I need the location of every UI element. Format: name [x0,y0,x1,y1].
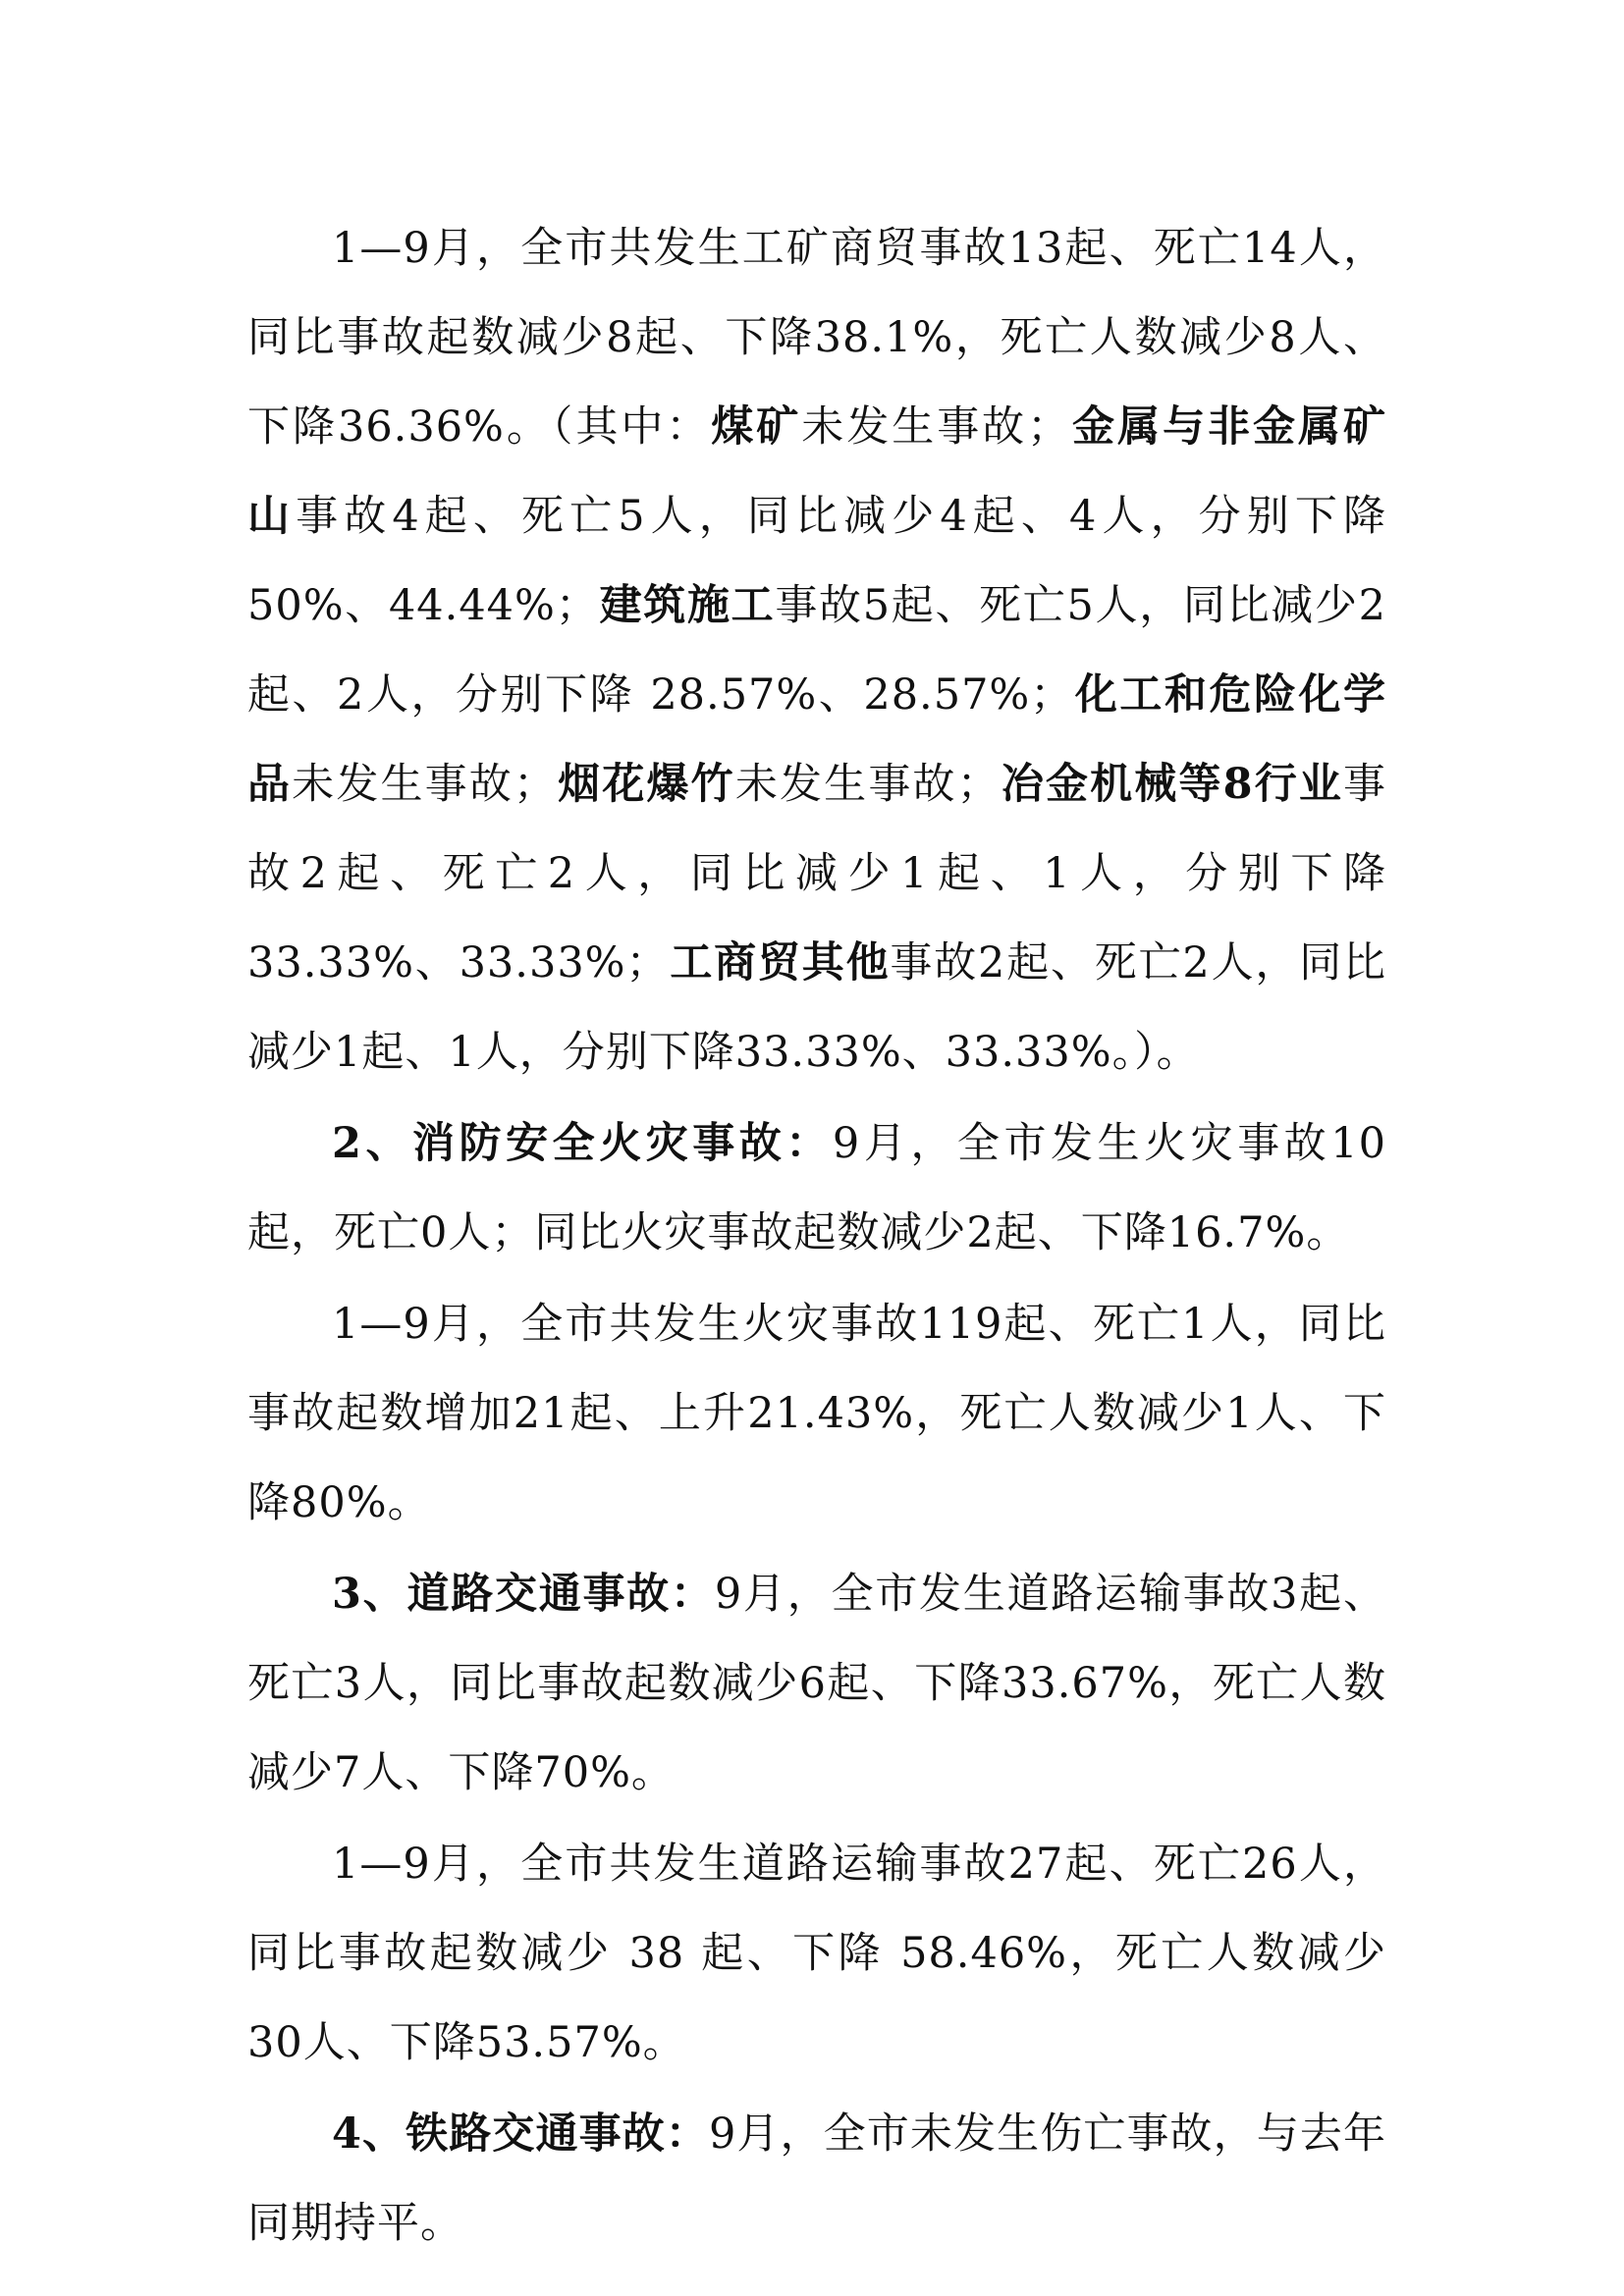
text-span: 未发生事故； [292,760,557,809]
category-chemicals: 化工和危险化学品 [247,670,1386,809]
category-coal-mine: 煤矿 [711,402,802,452]
text-span: 9月，全市未发生伤亡事故，与去年同期持平。 [247,2109,1387,2248]
paragraph-railway-accidents-month [247,2090,1386,2269]
text-span: 1—9月，全市共发生火灾事故119起、死亡1人，同比事故起数增加21起、上升21.43%，死亡人数减少1人、下降80%。 [247,1300,1386,1527]
text-span: 9月，全市发生火灾事故10起，死亡0人；同比火灾事故起数减少2起、下降16.7%。 [247,1119,1386,1257]
category-metallurgy-machinery: 冶金机械等8行业 [1000,760,1344,809]
category-construction: 建筑施工 [598,581,776,630]
paragraph-industrial-accidents-ytd [247,204,1386,1097]
text-span: 9月，全市发生道路运输事故3起、死亡3人，同比事故起数减少6起、下降33.67%，死亡人数减少7人、下降70%。 [247,1570,1387,1797]
section-heading-railway-traffic: 4、铁路交通事故： [332,2109,709,2159]
section-heading-fire-safety: 2、消防安全火灾事故： [332,1119,833,1168]
paragraph-fire-accidents-month [247,1099,1386,1278]
text-span: 事故2起、死亡2人，同比减少1起、1人，分别下降33.33%、33.33%； [247,760,1387,988]
text-span: 1—9月，全市共发生工矿商贸事故13起、死亡14人，同比事故起数减少8起、下降38.1%，死亡人数减少8人、下降36.36%。（其中： [247,224,1386,452]
text-span: 未发生事故； [801,402,1071,452]
text-span: 事故5起、死亡5人，同比减少2起、2人，分别下降 28.57%、28.57%； [247,581,1387,720]
category-metal-nonmetal-mines: 金属与非金属矿山 [247,402,1387,541]
text-span: 事故4起、死亡5人，同比减少4起、4人，分别下降50%、44.44%； [247,492,1386,630]
text-span: 未发生事故； [734,760,1001,809]
section-heading-road-traffic: 3、道路交通事故： [332,1570,715,1619]
paragraph-road-accidents-month [247,1550,1386,1818]
category-fireworks: 烟花爆竹 [557,760,735,809]
text-span: 事故2起、死亡2人，同比减少1起、1人，分别下降33.33%、33.33%。）。 [247,938,1387,1077]
paragraph-road-accidents-ytd [247,1820,1386,2088]
text-span: 1—9月，全市共发生道路运输事故27起、死亡26人，同比事故起数减少 38 起、下降 58.46%，死亡人数减少 30人、下降53.57%。 [247,1840,1386,2067]
paragraph-fire-accidents-ytd [247,1280,1386,1548]
document-body [247,204,1386,2269]
category-other-commerce: 工商贸其他 [669,938,891,988]
